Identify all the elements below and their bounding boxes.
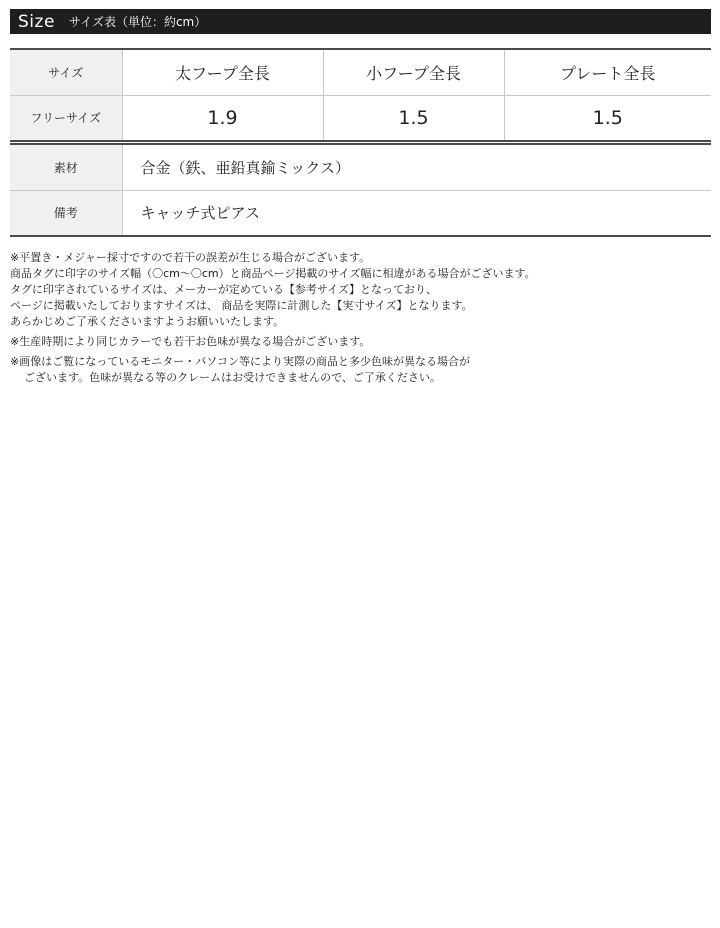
remarks-value: キャッチ式ピアス xyxy=(122,190,711,236)
size-table-row xyxy=(10,95,711,141)
material-value: 合金（鉄、亜鉛真鍮ミックス） xyxy=(122,144,711,190)
size-corner-label: サイズ xyxy=(10,49,122,95)
column-header-large-hoop: 太フープ全長 xyxy=(122,49,323,95)
size-table xyxy=(10,48,711,142)
value-plate: 1.5 xyxy=(504,95,711,141)
remarks-row xyxy=(10,190,711,236)
info-table xyxy=(10,143,711,237)
value-large-hoop: 1.9 xyxy=(122,95,323,141)
row-label-free-size: フリーサイズ xyxy=(10,95,122,141)
note-monitor-line-1: ※画像はご覧になっているモニター・パソコン等により実際の商品と多少色味が異なる場合が xyxy=(10,355,470,368)
value-small-hoop: 1.5 xyxy=(323,95,504,141)
size-header-bar xyxy=(10,9,711,34)
note-monitor-line-2: ございます。色味が異なる等のクレームはお受けできませんので、ご了承ください。 xyxy=(24,371,441,384)
material-label: 素材 xyxy=(10,144,122,190)
note-line: タグに印字されているサイズは、メーカーが定めている【参考サイズ】となっており、 xyxy=(10,283,438,296)
note-line: ※平置き・メジャー採寸ですので若干の誤差が生じる場合がございます。 xyxy=(10,251,371,264)
column-header-small-hoop: 小フープ全長 xyxy=(323,49,504,95)
note-color-variation: ※生産時期により同じカラーでも若干お色味が異なる場合がございます。 xyxy=(10,335,371,348)
column-header-plate: プレート全長 xyxy=(504,49,711,95)
note-line: 商品タグに印字のサイズ幅（〇cm〜〇cm）と商品ページ掲載のサイズ幅に相違がある場合がございます。 xyxy=(10,267,536,280)
remarks-label: 備考 xyxy=(10,190,122,236)
notes-section xyxy=(10,250,715,386)
header-title: Size xyxy=(18,11,55,32)
note-line: あらかじめご了承くださいますようお願いいたします。 xyxy=(10,315,285,328)
note-line: ページに掲載いたしておりますサイズは、 商品を実際に計測した【実寸サイズ】となります。 xyxy=(10,299,473,312)
header-subtitle: サイズ表（単位：約cm） xyxy=(68,15,207,29)
material-row xyxy=(10,144,711,190)
size-table-header-row xyxy=(10,49,711,95)
